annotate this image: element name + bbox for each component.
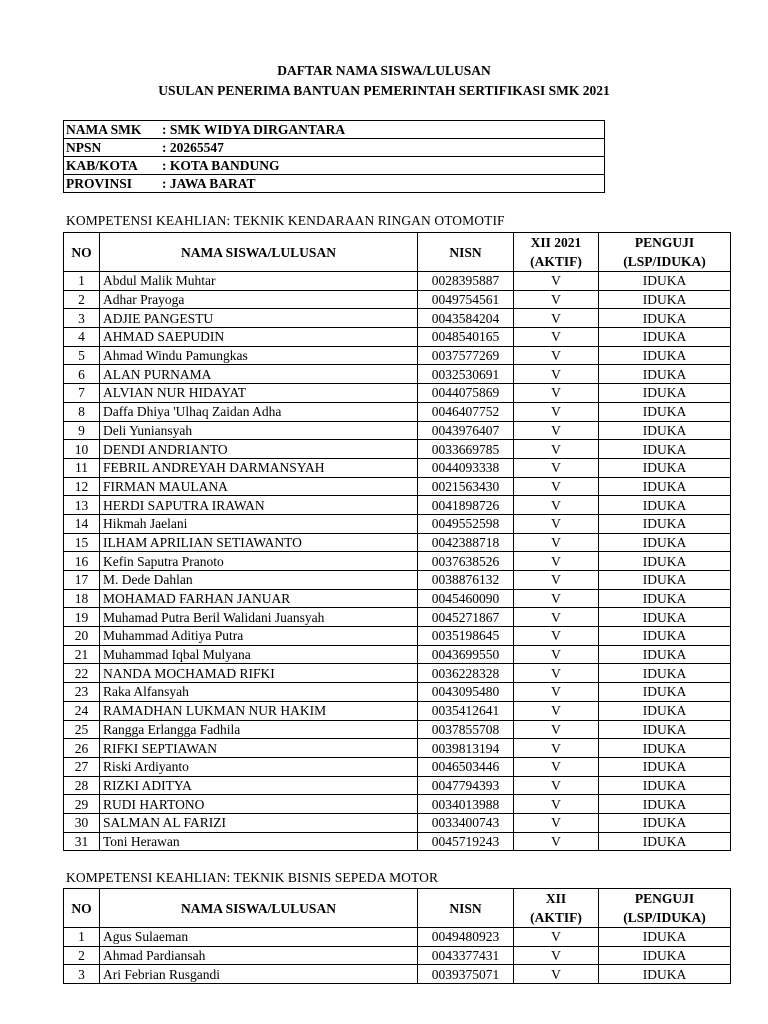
cell-xii: V: [514, 458, 599, 477]
cell-nisn: 0049552598: [418, 514, 514, 533]
school-info-row: [64, 157, 605, 175]
cell-penguji: IDUKA: [599, 496, 731, 515]
cell-nisn: 0043584204: [418, 309, 514, 328]
cell-no: 20: [64, 627, 100, 646]
cell-nisn: 0047794393: [418, 776, 514, 795]
cell-penguji: IDUKA: [599, 757, 731, 776]
cell-xii: V: [514, 272, 599, 291]
school-info-value: : 20265547: [162, 140, 224, 155]
cell-nisn: 0033400743: [418, 813, 514, 832]
school-info-value: : SMK WIDYA DIRGANTARA: [162, 122, 346, 137]
cell-name: AHMAD SAEPUDIN: [100, 328, 418, 347]
col-header-penguji: PENGUJI (LSP/IDUKA): [599, 233, 731, 272]
table-header-row: [64, 233, 731, 272]
cell-no: 9: [64, 421, 100, 440]
cell-no: 1: [64, 272, 100, 291]
cell-xii: V: [514, 477, 599, 496]
cell-nisn: 0045719243: [418, 832, 514, 851]
table-row: [64, 571, 731, 590]
cell-xii: V: [514, 739, 599, 758]
cell-name: M. Dede Dahlan: [100, 571, 418, 590]
col-header-nisn: NISN: [418, 233, 514, 272]
cell-xii: V: [514, 757, 599, 776]
cell-nisn: 0035198645: [418, 627, 514, 646]
cell-penguji: IDUKA: [599, 533, 731, 552]
cell-penguji: IDUKA: [599, 272, 731, 291]
cell-nisn: 0044075869: [418, 384, 514, 403]
cell-penguji: IDUKA: [599, 290, 731, 309]
table-row: [64, 720, 731, 739]
cell-xii: V: [514, 328, 599, 347]
cell-penguji: IDUKA: [599, 664, 731, 683]
table-row: [64, 795, 731, 814]
cell-no: 2: [64, 946, 100, 965]
cell-no: 3: [64, 309, 100, 328]
cell-penguji: IDUKA: [599, 965, 731, 984]
document-title: DAFTAR NAMA SISWA/LULUSAN: [277, 63, 491, 78]
cell-penguji: IDUKA: [599, 795, 731, 814]
cell-no: 2: [64, 290, 100, 309]
cell-xii: V: [514, 365, 599, 384]
cell-penguji: IDUKA: [599, 309, 731, 328]
cell-no: 4: [64, 328, 100, 347]
cell-nisn: 0021563430: [418, 477, 514, 496]
cell-no: 3: [64, 965, 100, 984]
cell-name: Ahmad Windu Pamungkas: [100, 346, 418, 365]
table-row: [64, 384, 731, 403]
school-info-label: NPSN: [66, 140, 102, 155]
school-info-label: NAMA SMK: [66, 122, 142, 137]
cell-name: Ahmad Pardiansah: [100, 946, 418, 965]
school-info-cell: [64, 157, 605, 175]
kompetensi-label-1: KOMPETENSI KEAHLIAN: TEKNIK KENDARAAN RINGAN OTOMOTIF: [66, 213, 505, 228]
table-row: [64, 477, 731, 496]
cell-xii: V: [514, 776, 599, 795]
cell-penguji: IDUKA: [599, 421, 731, 440]
cell-name: Muhamad Putra Beril Walidani Juansyah: [100, 608, 418, 627]
cell-no: 12: [64, 477, 100, 496]
cell-penguji: IDUKA: [599, 683, 731, 702]
table-row: [64, 589, 731, 608]
table-row: [64, 627, 731, 646]
table-row: [64, 496, 731, 515]
cell-no: 28: [64, 776, 100, 795]
cell-no: 30: [64, 813, 100, 832]
table-row: [64, 309, 731, 328]
col-header-no: NO: [64, 889, 100, 928]
cell-penguji: IDUKA: [599, 402, 731, 421]
student-table-1: [63, 232, 731, 851]
cell-nisn: 0043377431: [418, 946, 514, 965]
table-row: [64, 328, 731, 347]
table-row: [64, 514, 731, 533]
cell-name: RUDI HARTONO: [100, 795, 418, 814]
cell-nisn: 0039813194: [418, 739, 514, 758]
cell-penguji: IDUKA: [599, 720, 731, 739]
cell-name: Muhammad Iqbal Mulyana: [100, 645, 418, 664]
cell-nisn: 0035412641: [418, 701, 514, 720]
cell-name: ADJIE PANGESTU: [100, 309, 418, 328]
cell-nisn: 0043976407: [418, 421, 514, 440]
cell-penguji: IDUKA: [599, 946, 731, 965]
cell-name: FEBRIL ANDREYAH DARMANSYAH: [100, 458, 418, 477]
table-row: [64, 664, 731, 683]
cell-no: 31: [64, 832, 100, 851]
cell-xii: V: [514, 946, 599, 965]
cell-no: 23: [64, 683, 100, 702]
cell-no: 17: [64, 571, 100, 590]
cell-name: Muhammad Aditiya Putra: [100, 627, 418, 646]
cell-no: 19: [64, 608, 100, 627]
table-row: [64, 552, 731, 571]
cell-name: Kefin Saputra Pranoto: [100, 552, 418, 571]
cell-nisn: 0037577269: [418, 346, 514, 365]
cell-penguji: IDUKA: [599, 365, 731, 384]
cell-penguji: IDUKA: [599, 832, 731, 851]
cell-xii: V: [514, 965, 599, 984]
cell-no: 22: [64, 664, 100, 683]
cell-nisn: 0045271867: [418, 608, 514, 627]
col-header-name: NAMA SISWA/LULUSAN: [100, 233, 418, 272]
cell-penguji: IDUKA: [599, 813, 731, 832]
cell-no: 13: [64, 496, 100, 515]
table-row: [64, 458, 731, 477]
cell-name: Toni Herawan: [100, 832, 418, 851]
cell-name: Rangga Erlangga Fadhila: [100, 720, 418, 739]
school-info-label: KAB/KOTA: [66, 158, 138, 173]
table-row: [64, 813, 731, 832]
school-info-cell: [64, 175, 605, 193]
cell-name: Ari Febrian Rusgandi: [100, 965, 418, 984]
cell-no: 10: [64, 440, 100, 459]
table-row: [64, 946, 731, 965]
cell-name: Agus Sulaeman: [100, 928, 418, 947]
cell-no: 24: [64, 701, 100, 720]
cell-no: 5: [64, 346, 100, 365]
col-header-xii: XII (AKTIF): [514, 889, 599, 928]
cell-no: 6: [64, 365, 100, 384]
school-info-table: [63, 120, 605, 193]
cell-nisn: 0032530691: [418, 365, 514, 384]
cell-name: SALMAN AL FARIZI: [100, 813, 418, 832]
cell-name: RIZKI ADITYA: [100, 776, 418, 795]
school-info-value: : KOTA BANDUNG: [162, 158, 280, 173]
cell-xii: V: [514, 309, 599, 328]
cell-no: 11: [64, 458, 100, 477]
cell-no: 21: [64, 645, 100, 664]
table-row: [64, 402, 731, 421]
cell-penguji: IDUKA: [599, 701, 731, 720]
cell-xii: V: [514, 496, 599, 515]
cell-no: 27: [64, 757, 100, 776]
cell-no: 26: [64, 739, 100, 758]
school-info-row: [64, 139, 605, 157]
cell-nisn: 0042388718: [418, 533, 514, 552]
cell-nisn: 0048540165: [418, 328, 514, 347]
cell-name: DENDI ANDRIANTO: [100, 440, 418, 459]
cell-nisn: 0039375071: [418, 965, 514, 984]
table-row: [64, 965, 731, 984]
table-row: [64, 645, 731, 664]
cell-nisn: 0043095480: [418, 683, 514, 702]
col-header-xii: XII 2021 (AKTIF): [514, 233, 599, 272]
table-row: [64, 365, 731, 384]
cell-name: MOHAMAD FARHAN JANUAR: [100, 589, 418, 608]
cell-no: 25: [64, 720, 100, 739]
cell-xii: V: [514, 421, 599, 440]
cell-xii: V: [514, 346, 599, 365]
cell-penguji: IDUKA: [599, 440, 731, 459]
cell-penguji: IDUKA: [599, 514, 731, 533]
col-header-name: NAMA SISWA/LULUSAN: [100, 889, 418, 928]
cell-nisn: 0049754561: [418, 290, 514, 309]
cell-no: 15: [64, 533, 100, 552]
table-row: [64, 533, 731, 552]
table-row: [64, 421, 731, 440]
table-row: [64, 346, 731, 365]
cell-xii: V: [514, 608, 599, 627]
cell-penguji: IDUKA: [599, 776, 731, 795]
cell-no: 14: [64, 514, 100, 533]
cell-no: 16: [64, 552, 100, 571]
cell-xii: V: [514, 440, 599, 459]
table-row: [64, 608, 731, 627]
cell-penguji: IDUKA: [599, 346, 731, 365]
cell-name: FIRMAN MAULANA: [100, 477, 418, 496]
cell-penguji: IDUKA: [599, 384, 731, 403]
cell-name: HERDI SAPUTRA IRAWAN: [100, 496, 418, 515]
cell-nisn: 0045460090: [418, 589, 514, 608]
cell-xii: V: [514, 290, 599, 309]
table-row: [64, 440, 731, 459]
cell-penguji: IDUKA: [599, 477, 731, 496]
cell-penguji: IDUKA: [599, 589, 731, 608]
table-row: [64, 739, 731, 758]
table-row: [64, 290, 731, 309]
kompetensi-label-2: KOMPETENSI KEAHLIAN: TEKNIK BISNIS SEPEDA MOTOR: [66, 870, 439, 885]
school-info-row: [64, 121, 605, 139]
table-row: [64, 776, 731, 795]
col-header-nisn: NISN: [418, 889, 514, 928]
cell-xii: V: [514, 928, 599, 947]
cell-penguji: IDUKA: [599, 645, 731, 664]
cell-penguji: IDUKA: [599, 571, 731, 590]
col-header-no: NO: [64, 233, 100, 272]
cell-xii: V: [514, 683, 599, 702]
table-row: [64, 928, 731, 947]
cell-xii: V: [514, 701, 599, 720]
student-table-2: [63, 888, 731, 984]
cell-no: 8: [64, 402, 100, 421]
cell-nisn: 0033669785: [418, 440, 514, 459]
cell-name: RAMADHAN LUKMAN NUR HAKIM: [100, 701, 418, 720]
cell-xii: V: [514, 552, 599, 571]
cell-nisn: 0041898726: [418, 496, 514, 515]
cell-nisn: 0037638526: [418, 552, 514, 571]
cell-penguji: IDUKA: [599, 928, 731, 947]
school-info-cell: [64, 139, 605, 157]
cell-penguji: IDUKA: [599, 627, 731, 646]
table-row: [64, 832, 731, 851]
table-row: [64, 701, 731, 720]
cell-xii: V: [514, 627, 599, 646]
cell-nisn: 0044093338: [418, 458, 514, 477]
cell-name: Deli Yuniansyah: [100, 421, 418, 440]
cell-name: RIFKI SEPTIAWAN: [100, 739, 418, 758]
cell-penguji: IDUKA: [599, 458, 731, 477]
table-header-row: [64, 889, 731, 928]
cell-nisn: 0046503446: [418, 757, 514, 776]
cell-name: Adhar Prayoga: [100, 290, 418, 309]
cell-name: Daffa Dhiya 'Ulhaq Zaidan Adha: [100, 402, 418, 421]
cell-no: 1: [64, 928, 100, 947]
cell-penguji: IDUKA: [599, 608, 731, 627]
cell-name: ALVIAN NUR HIDAYAT: [100, 384, 418, 403]
cell-name: Raka Alfansyah: [100, 683, 418, 702]
table-row: [64, 757, 731, 776]
table-row: [64, 683, 731, 702]
cell-name: Riski Ardiyanto: [100, 757, 418, 776]
school-info-row: [64, 175, 605, 193]
cell-xii: V: [514, 384, 599, 403]
cell-no: 18: [64, 589, 100, 608]
cell-xii: V: [514, 720, 599, 739]
cell-nisn: 0034013988: [418, 795, 514, 814]
cell-xii: V: [514, 533, 599, 552]
cell-name: Abdul Malik Muhtar: [100, 272, 418, 291]
cell-nisn: 0043699550: [418, 645, 514, 664]
cell-nisn: 0046407752: [418, 402, 514, 421]
cell-xii: V: [514, 645, 599, 664]
cell-penguji: IDUKA: [599, 328, 731, 347]
cell-xii: V: [514, 514, 599, 533]
cell-name: NANDA MOCHAMAD RIFKI: [100, 664, 418, 683]
cell-name: ALAN PURNAMA: [100, 365, 418, 384]
cell-penguji: IDUKA: [599, 739, 731, 758]
cell-xii: V: [514, 571, 599, 590]
cell-xii: V: [514, 813, 599, 832]
cell-name: Hikmah Jaelani: [100, 514, 418, 533]
cell-nisn: 0038876132: [418, 571, 514, 590]
cell-xii: V: [514, 402, 599, 421]
cell-nisn: 0049480923: [418, 928, 514, 947]
table-row: [64, 272, 731, 291]
cell-no: 29: [64, 795, 100, 814]
cell-nisn: 0028395887: [418, 272, 514, 291]
school-info-label: PROVINSI: [66, 176, 133, 191]
cell-xii: V: [514, 795, 599, 814]
cell-nisn: 0037855708: [418, 720, 514, 739]
cell-penguji: IDUKA: [599, 552, 731, 571]
cell-xii: V: [514, 664, 599, 683]
cell-xii: V: [514, 832, 599, 851]
school-info-cell: [64, 121, 605, 139]
col-header-penguji: PENGUJI (LSP/IDUKA): [599, 889, 731, 928]
cell-name: ILHAM APRILIAN SETIAWANTO: [100, 533, 418, 552]
cell-no: 7: [64, 384, 100, 403]
school-info-value: : JAWA BARAT: [162, 176, 256, 191]
cell-xii: V: [514, 589, 599, 608]
document-subtitle: USULAN PENERIMA BANTUAN PEMERINTAH SERTIFIKASI SMK 2021: [158, 83, 610, 98]
cell-nisn: 0036228328: [418, 664, 514, 683]
